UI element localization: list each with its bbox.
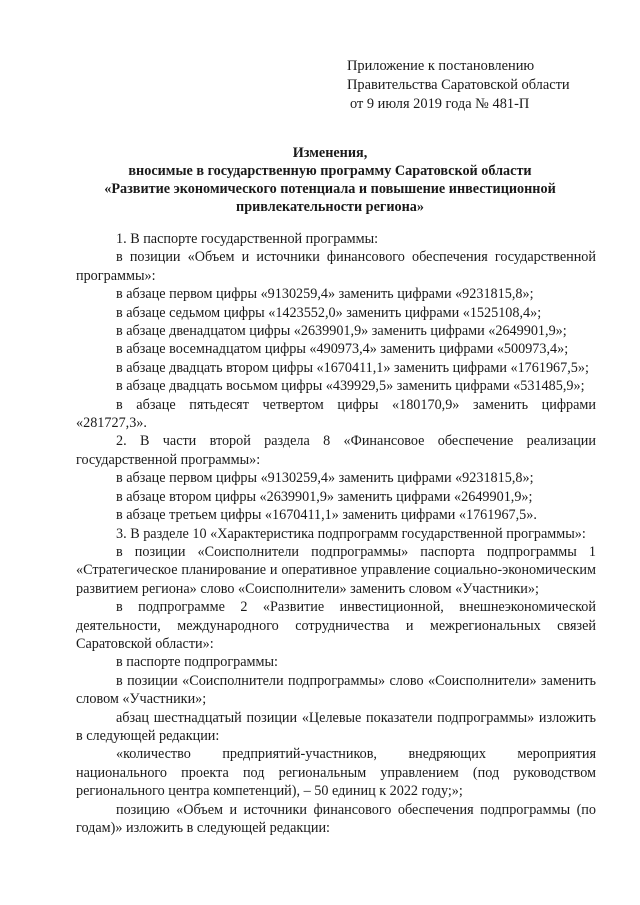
paragraph: в позиции «Соисполнители подпрограммы» паспорта подпрограммы 1 «Стратегическое планирование и оперативное управление социально-экономическим развитием региона» слово «Соисполнители» заменить словом «Участники»; bbox=[76, 543, 596, 597]
paragraph: в абзаце восемнадцатом цифры «490973,4» заменить цифрами «500973,4»; bbox=[116, 341, 569, 358]
paragraph: в абзаце двадцать втором цифры «1670411,1» заменить цифрами «1761967,5»; bbox=[116, 359, 589, 376]
title-line: вносимые в государственную программу Саратовской области bbox=[128, 163, 532, 179]
document-body bbox=[76, 230, 596, 837]
paragraph: позицию «Объем и источники финансового обеспечения подпрограммы (по годам)» изложить в следующей редакции: bbox=[76, 801, 596, 836]
document-title bbox=[72, 144, 588, 216]
paragraph: в абзаце первом цифры «9130259,4» заменить цифрами «9231815,8»; bbox=[116, 470, 534, 487]
paragraph: в подпрограмме 2 «Развитие инвестиционной, внешнеэкономической деятельности, международного сотрудничества и межрегиональных связей Саратовской области»: bbox=[76, 599, 596, 652]
paragraph: 2. В части второй раздела 8 «Финансовое обеспечение реализации государственной программы»: bbox=[76, 433, 596, 468]
paragraph: в позиции «Объем и источники финансового обеспечения государственной программы»: bbox=[76, 249, 596, 284]
paragraph: 3. В разделе 10 «Характеристика подпрограмм государственной программы»: bbox=[116, 525, 586, 542]
paragraph: в паспорте подпрограммы: bbox=[116, 654, 278, 671]
paragraph: в абзаце двенадцатом цифры «2639901,9» заменить цифрами «2649901,9»; bbox=[116, 323, 567, 340]
appendix-line: Приложение к постановлению bbox=[347, 58, 535, 74]
paragraph: в абзаце втором цифры «2639901,9» заменить цифрами «2649901,9»; bbox=[116, 488, 533, 505]
appendix-line: Правительства Саратовской области bbox=[347, 77, 570, 93]
paragraph: «количество предприятий-участников, внедряющих мероприятия национального проекта под региональным управлением (под руководством регионального центра компетенций), – 50 единиц к 2022 году;»; bbox=[76, 746, 596, 800]
paragraph: в абзаце двадцать восьмом цифры «439929,5» заменить цифрами «531485,9»; bbox=[116, 378, 585, 395]
paragraph: абзац шестнадцатый позиции «Целевые показатели подпрограммы» изложить в следующей редакции: bbox=[76, 709, 596, 744]
title-line: привлекательности региона» bbox=[236, 199, 424, 215]
paragraph: 1. В паспорте государственной программы: bbox=[116, 231, 379, 247]
paragraph: в позиции «Соисполнители подпрограммы» слово «Соисполнители» заменить словом «Участники»; bbox=[76, 672, 596, 708]
appendix-header bbox=[347, 57, 627, 114]
title-line: Изменения, bbox=[292, 145, 368, 161]
appendix-line: от 9 июля 2019 года № 481-П bbox=[350, 96, 530, 112]
paragraph: в абзаце первом цифры «9130259,4» заменить цифрами «9231815,8»; bbox=[116, 286, 534, 303]
paragraph: в абзаце третьем цифры «1670411,1» заменить цифрами «1761967,5». bbox=[116, 507, 537, 524]
paragraph: в абзаце седьмом цифры «1423552,0» заменить цифрами «1525108,4»; bbox=[116, 304, 542, 321]
title-line: «Развитие экономического потенциала и повышение инвестиционной bbox=[104, 181, 556, 197]
paragraph: в абзаце пятьдесят четвертом цифры «180170,9» заменить цифрами «281727,3». bbox=[76, 396, 596, 432]
